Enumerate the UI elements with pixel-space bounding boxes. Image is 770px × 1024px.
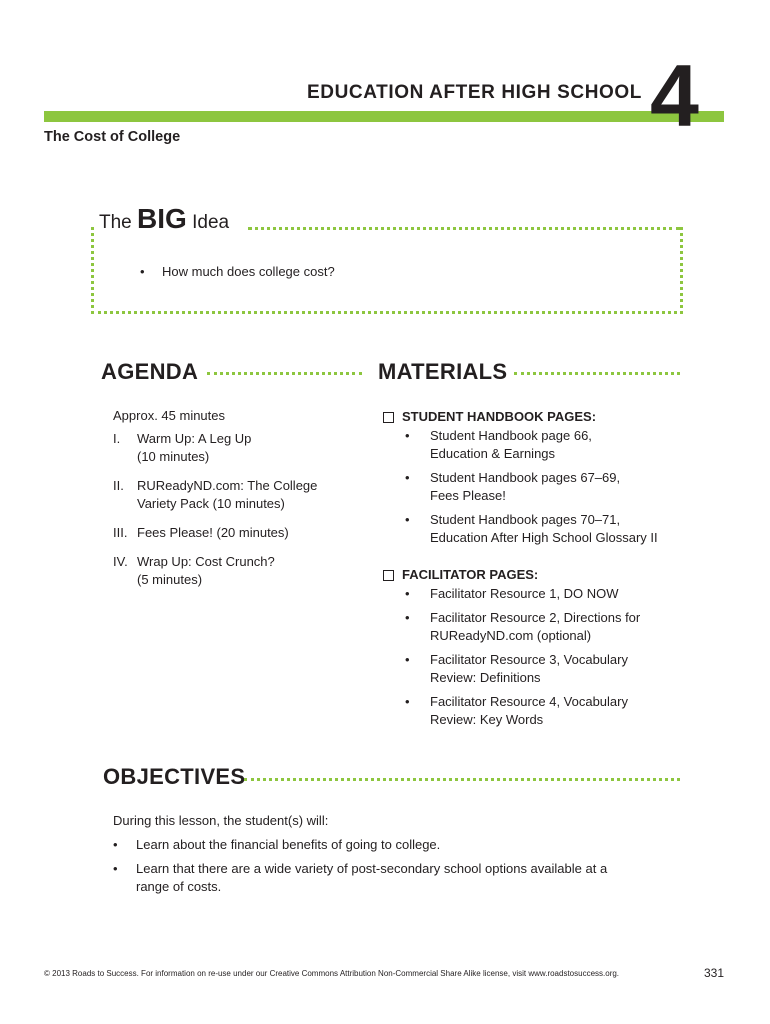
agenda-item-title: Warm Up: A Leg Up (137, 431, 252, 446)
agenda-item-text (137, 430, 251, 466)
agenda-item-number: I. (113, 431, 121, 446)
materials-item-text: Facilitator Resource 4, Vocabulary Review: Key Words (430, 694, 628, 727)
objectives-heading: OBJECTIVES (103, 764, 246, 789)
bullet-icon: • (113, 837, 118, 852)
materials-group-title-text: FACILITATOR PAGES: (402, 567, 539, 582)
list-item (405, 693, 703, 729)
big-idea-heading-big: BIG (137, 203, 187, 234)
big-idea-bullet-text: How much does college cost? (162, 264, 335, 279)
materials-heading: MATERIALS (378, 359, 508, 384)
agenda-item-number: III. (113, 525, 128, 540)
list-item (113, 524, 363, 542)
objectives-heading-rule (244, 778, 680, 781)
objective-text: Learn about the financial benefits of going to college. (136, 837, 441, 852)
list-item (405, 469, 703, 505)
list-item (405, 427, 703, 463)
bullet-icon: • (405, 694, 410, 709)
materials-item-text: Student Handbook page 66, Education & Earnings (430, 428, 592, 461)
checkbox-icon (383, 412, 394, 423)
materials-group-title-text: STUDENT HANDBOOK PAGES: (402, 409, 597, 424)
bullet-icon: • (405, 512, 410, 527)
agenda-heading-rule (207, 372, 362, 375)
list-item (405, 511, 703, 547)
list-item (113, 430, 363, 466)
materials-heading-rule (514, 372, 680, 375)
unit-title: EDUCATION AFTER HIGH SCHOOL (307, 82, 642, 103)
agenda-item-text (137, 553, 275, 589)
materials-group-student-handbook (383, 408, 703, 553)
list-item (113, 836, 643, 854)
list-item (405, 585, 703, 603)
footer-copyright: © 2013 Roads to Success. For information on re-use under our Creative Commons Attribution Non-Commercial Share Alike license, visit www.roadstosuccess.org. (44, 969, 620, 978)
agenda-item-title: RUReadyND.com: The College Variety Pack (10 minutes) (137, 478, 318, 511)
agenda-heading: AGENDA (101, 359, 199, 384)
list-item (405, 609, 703, 645)
agenda-duration: Approx. 45 minutes (113, 408, 226, 423)
bullet-icon: • (140, 264, 145, 279)
list-item (113, 860, 643, 896)
bullet-icon: • (405, 652, 410, 667)
objectives-list (113, 836, 643, 902)
big-idea-heading-pre: The (99, 212, 132, 233)
materials-group-title (383, 408, 703, 426)
materials-group-facilitator (383, 566, 703, 735)
materials-item-text: Facilitator Resource 3, Vocabulary Review: Definitions (430, 652, 628, 685)
agenda-item-number: IV. (113, 554, 128, 569)
agenda-item-duration: (5 minutes) (137, 572, 203, 587)
list-item (113, 477, 363, 513)
list-item (405, 651, 703, 687)
bullet-icon: • (405, 586, 410, 601)
big-idea-bullet (140, 263, 335, 281)
materials-item-text: Student Handbook pages 67–69, Fees Please! (430, 470, 621, 503)
agenda-list (113, 407, 363, 600)
objective-text: Learn that there are a wide variety of post-secondary school options available at a range of costs. (136, 861, 608, 894)
big-idea-heading-post: Idea (192, 212, 230, 233)
bullet-icon: • (113, 861, 118, 876)
page-number: 331 (704, 966, 725, 980)
bullet-icon: • (405, 428, 410, 443)
agenda-item-number: II. (113, 478, 124, 493)
agenda-item-title: Wrap Up: Cost Crunch? (137, 554, 275, 569)
agenda-item-duration: (10 minutes) (137, 449, 210, 464)
list-item (113, 553, 363, 589)
bullet-icon: • (405, 610, 410, 625)
checkbox-icon (383, 570, 394, 581)
materials-group-title (383, 566, 703, 584)
lesson-title: The Cost of College (44, 129, 181, 145)
objectives-intro: During this lesson, the student(s) will: (113, 813, 329, 828)
materials-item-text: Facilitator Resource 2, Directions for RUReadyND.com (optional) (430, 610, 641, 643)
unit-number: 4 (650, 46, 699, 145)
materials-item-text: Student Handbook pages 70–71, Education After High School Glossary II (430, 512, 658, 545)
bullet-icon: • (405, 470, 410, 485)
agenda-item-title: Fees Please! (20 minutes) (137, 525, 289, 540)
header-accent-bar (44, 111, 724, 122)
materials-item-text: Facilitator Resource 1, DO NOW (430, 586, 619, 601)
